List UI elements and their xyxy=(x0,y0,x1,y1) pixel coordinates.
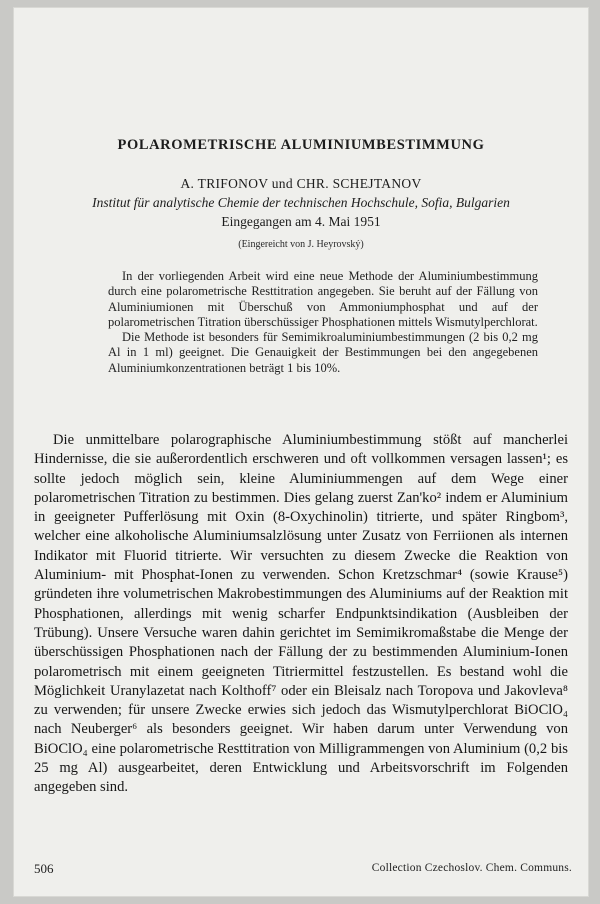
article-title: POLAROMETRISCHE ALUMINIUMBESTIMMUNG xyxy=(117,137,485,153)
received-date: Eingegangen am 4. Mai 1951 xyxy=(221,214,381,229)
article-authors: A. TRIFONOV und CHR. SCHEJTANOV xyxy=(180,176,422,191)
abstract xyxy=(108,269,538,376)
author-affiliation: Institut für analytische Chemie der technischen Hochschule, Sofia, Bulgarien xyxy=(92,195,510,210)
journal-name: Collection Czechoslov. Chem. Communs. xyxy=(371,862,572,874)
page-number: 506 xyxy=(34,861,54,876)
document-page xyxy=(14,8,588,896)
body-text xyxy=(34,431,568,798)
abstract-paragraph: Die Methode ist besonders für Semimikroaluminiumbestimmungen (2 bis 0,2 mg Al in 1 ml) geeignet. Die Genauigkeit der Bestimmungen bei den angegebenen Aluminiumkonzentrationen beträgt 1 bis 10%. xyxy=(108,330,538,375)
body-paragraph: Die unmittelbare polarographische Aluminiumbestimmung stößt auf mancherlei Hindernisse, die sie außerordentlich erschweren und oft vollkommen versagen lassen¹; es sollte jedoch möglich sein, kleine Aluminiummengen auf dem Wege einer polarometrischen Titration zu bestimmen. Dies gelang zuerst Zan'ko² indem er Aluminium in geeigneter Pufferlösung mit Oxin (8-Oxychinolin) titrierte, und später Ringbom³, welcher eine alkoholische Aluminiumsalzlösung unter Zusatz von Ferriionen als internen Indikator mit Fluorid titrierte. Wir versuchten zu diesem Zwecke die Reaktion von Aluminium- mit Phosphat-Ionen zu verwenden. Schon Kretzschmar⁴ (sowie Krause⁵) gründeten ihre volumetrischen Makrobestimmungen des Aluminiums auf der Reaktion mit Phosphationen, allerdings mit wenig scharfer Endpunktsindikation (Ausbleiben der Trübung). Unsere Versuche waren dahin gerichtet im Semimikromaßstabe die Menge der überschüssigen Phosphationen nach der Fällung der zu bestimmenden Aluminium-Ionen polarometrisch mit einem geeigneten Titriermittel festzustellen. Es bestand wohl die Möglichkeit Uranylazetat nach Kolthoff⁷ oder ein Bleisalz nach Toropova und Jakovleva⁸ zu verwenden; für unsere Zwecke erwies sich jedoch das Wismutylperchlorat BiOClO₄ nach Neuberger⁶ als besonders geeignet. Wir haben darum unter Verwendung von BiOClO₄ eine polarometrische Resttitration von Milligrammengen von Aluminium (0,2 bis 25 mg Al) ausgearbeitet, deren Entwicklung und Arbeitsvorschrift im Folgenden angegeben sind. xyxy=(34,432,568,796)
submitted-by: (Eingereicht von J. Heyrovský) xyxy=(238,239,364,250)
abstract-paragraph: In der vorliegenden Arbeit wird eine neue Methode der Aluminiumbestimmung durch eine polarometrische Resttitration angegeben. Sie beruht auf der Fällung von Aluminiumionen mit Überschuß von Ammoniumphosphat und auf der polarometrischen Titration überschüssiger Phosphationen mittels Wismutylperchlorat. xyxy=(108,269,538,329)
